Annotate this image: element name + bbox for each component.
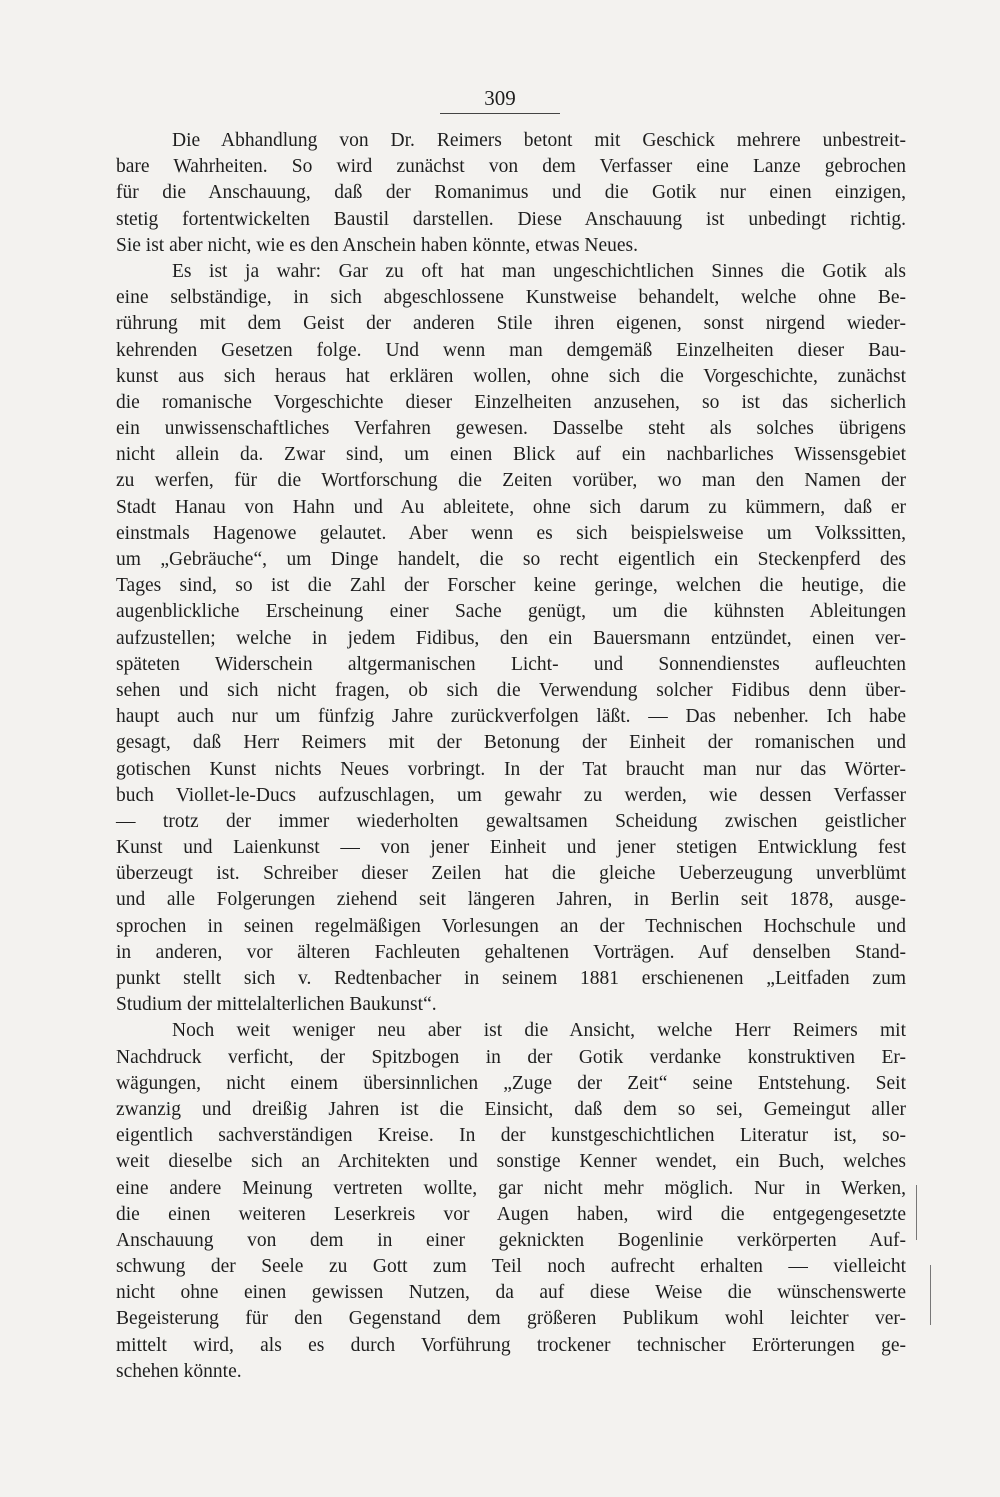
text-line: Die Abhandlung von Dr. Reimers betont mit Geschick mehrere unbestreit-: [172, 130, 906, 151]
text-line: die einen weiteren Leserkreis vor Augen haben, wird die entgegengesetzte: [116, 1203, 906, 1225]
text-line: sehen und sich nicht fragen, ob sich die Verwendung solcher Fidibus denn über-: [116, 679, 906, 701]
text-line: Sie ist aber nicht, wie es den Anschein haben könnte, etwas Neues.: [116, 234, 639, 256]
text-line: aufzustellen; welche in jedem Fidibus, den ein Bauersmann entzündet, einen ver-: [116, 627, 906, 649]
text-line: Kunst und Laienkunst — von jener Einheit und jener stetigen Entwicklung fest: [116, 837, 906, 859]
text-line: sprochen in seinen regelmäßigen Vorlesungen an der Technischen Hochschule und: [116, 915, 906, 937]
text-line: — trotz der immer wiederholten gewaltsamen Scheidung zwischen geistlicher: [116, 810, 906, 832]
body-text: [116, 128, 906, 1385]
text-line: Tages sind, so ist die Zahl der Forscher keine geringe, welchen die heutige, die: [116, 575, 906, 597]
text-line: die romanische Vorgeschichte dieser Einzelheiten anzusehen, so ist das sicherlich: [116, 391, 906, 413]
page-number: 309: [440, 86, 560, 114]
text-line: Noch weit weniger neu aber ist die Ansicht, welche Herr Reimers mit: [172, 1020, 906, 1042]
text-line: für die Anschauung, daß der Romanimus und die Gotik nur einen einzigen,: [116, 182, 906, 204]
text-line: punkt stellt sich v. Redtenbacher in seinem 1881 erschienenen „Leitfaden zum: [116, 968, 906, 989]
text-line: in anderen, vor älteren Fachleuten gehaltenen Vorträgen. Auf denselben Stand-: [116, 941, 906, 963]
margin-mark: [930, 1265, 931, 1325]
text-line: haupt auch nur um fünfzig Jahre zurückverfolgen läßt. — Das nebenher. Ich habe: [116, 706, 906, 728]
text-line: Studium der mittelalterlichen Baukunst“.: [116, 994, 437, 1016]
text-line: nicht allein da. Zwar sind, um einen Blick auf ein nachbarliches Wissensgebiet: [116, 444, 906, 466]
text-line: nicht ohne einen gewissen Nutzen, da auf diese Weise die wünschenswerte: [116, 1282, 906, 1304]
text-line: zwanzig und dreißig Jahren ist die Einsicht, daß dem so sei, Gemeingut aller: [116, 1098, 906, 1120]
text-line: Nachdruck verficht, der Spitzbogen in der Gotik verdanke konstruktiven Er-: [116, 1046, 906, 1068]
text-line: und alle Folgerungen ziehend seit längeren Jahren, in Berlin seit 1878, ausge-: [116, 889, 906, 911]
text-line: buch Viollet-le-Ducs aufzuschlagen, um gewahr zu werden, wie dessen Verfasser: [116, 784, 906, 806]
text-line: um „Gebräuche“, um Dinge handelt, die so recht eigentlich ein Steckenpferd des: [116, 549, 906, 570]
text-line: wägungen, nicht einem übersinnlichen „Zuge der Zeit“ seine Entstehung. Seit: [116, 1072, 906, 1094]
text-line: schehen könnte.: [116, 1360, 242, 1382]
text-line: eine andere Meinung vertreten wollte, gar nicht mehr möglich. Nur in Werken,: [116, 1177, 906, 1199]
text-line: zu werfen, für die Wortforschung die Zeiten vorüber, wo man den Namen der: [116, 470, 906, 492]
text-line: schwung der Seele zu Gott zum Teil noch aufrecht erhalten — vielleicht: [116, 1256, 906, 1278]
text-line: einstmals Hagenowe gelautet. Aber wenn es sich beispielsweise um Volkssitten,: [116, 522, 906, 544]
text-line: gesagt, daß Herr Reimers mit der Betonung der Einheit der romanischen und: [116, 732, 906, 754]
text-line: bare Wahrheiten. So wird zunächst von dem Verfasser eine Lanze gebrochen: [116, 156, 906, 178]
text-line: mittelt wird, als es durch Vorführung trockener technischer Erörterungen ge-: [116, 1334, 906, 1356]
text-line: Stadt Hanau von Hahn und Au ableitete, ohne sich darum zu kümmern, daß er: [116, 496, 906, 518]
text-line: überzeugt ist. Schreiber dieser Zeilen hat die gleiche Ueberzeugung unverblümt: [116, 863, 906, 885]
text-line: ein unwissenschaftliches Verfahren gewesen. Dasselbe steht als solches übrigens: [116, 418, 906, 440]
text-line: eigentlich sachverständigen Kreise. In der kunstgeschichtlichen Literatur ist, so-: [116, 1125, 906, 1147]
text-line: späteten Widerschein altgermanischen Licht- und Sonnendienstes aufleuchten: [116, 653, 906, 675]
text-line: kehrenden Gesetzen folge. Und wenn man demgemäß Einzelheiten dieser Bau-: [116, 339, 906, 361]
text-line: Anschauung von dem in einer geknickten Bogenlinie verkörperten Auf-: [116, 1229, 906, 1251]
text-line: gotischen Kunst nichts Neues vorbringt. In der Tat braucht man nur das Wörter-: [116, 758, 906, 780]
text-line: Begeisterung für den Gegenstand dem größeren Publikum wohl leichter ver-: [116, 1308, 906, 1330]
text-line: Es ist ja wahr: Gar zu oft hat man ungeschichtlichen Sinnes die Gotik als: [172, 260, 906, 282]
text-line: eine selbständige, in sich abgeschlossene Kunstweise behandelt, welche ohne Be-: [116, 287, 906, 309]
text-line: augenblickliche Erscheinung einer Sache genügt, um die kühnsten Ableitungen: [116, 601, 906, 623]
text-line: rührung mit dem Geist der anderen Stile ihren eigenen, sonst nirgend wieder-: [116, 313, 906, 335]
text-line: weit dieselbe sich an Architekten und sonstige Kenner wendet, ein Buch, welches: [116, 1151, 906, 1173]
text-line: stetig fortentwickelten Baustil darstellen. Diese Anschauung ist unbedingt richtig.: [116, 208, 906, 230]
text-line: kunst aus sich heraus hat erklären wollen, ohne sich die Vorgeschichte, zunächst: [116, 365, 906, 387]
margin-mark: [916, 1185, 917, 1240]
